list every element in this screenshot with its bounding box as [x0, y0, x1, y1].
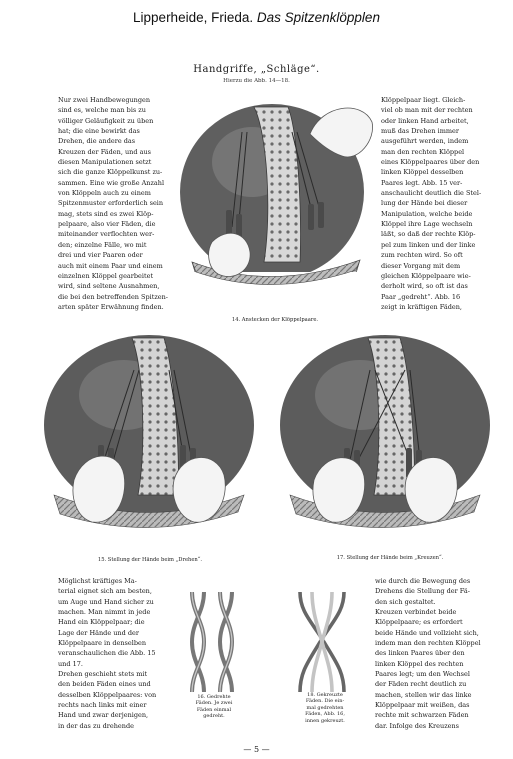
- text-column-right-top: [381, 95, 494, 312]
- text-line: Manipulation, welche beide: [381, 209, 473, 218]
- text-line: oder linken Hand arbeitet,: [381, 116, 469, 125]
- text-line: wie durch die Bewegung des: [375, 577, 471, 585]
- text-line: Klöppelpaare in denselben: [58, 639, 147, 648]
- text-line: Lage der Hände und der: [58, 628, 139, 637]
- text-line: der Fäden recht deutlich zu: [375, 680, 467, 689]
- text-line: Klöppelpaar mit weißen, das: [375, 701, 470, 710]
- text-line: muß das Drehen immer: [381, 127, 460, 136]
- text-line: man den rechten Klöppel: [381, 147, 465, 156]
- text-line: Klöppel ihre Lage wechseln: [381, 220, 473, 229]
- text-column-right-bottom: [375, 576, 495, 731]
- text-line: linken Klöppel des rechten: [375, 659, 464, 668]
- text-line: derholt wird, so oft ist das: [381, 282, 468, 291]
- section-subtitle: Hierzu die Abb. 14—18.: [223, 78, 290, 84]
- text-line: beide Hände und vollzieht sich,: [375, 628, 479, 637]
- page-header: [0, 10, 513, 25]
- text-line: Drehen, die andere das: [58, 137, 136, 146]
- text-line: desselben Klöppelpaares: von: [58, 690, 157, 699]
- text-line: drei und vier Paaren oder: [58, 251, 143, 260]
- text-line: linken Klöppel desselben: [381, 168, 464, 177]
- text-line: Paar „gedreht“. Abb. 16: [381, 292, 461, 301]
- text-line: eines Klöppelpaares über den: [381, 158, 480, 167]
- caption-fig17: 17. Stellung der Hände beim „Kreuzen“.: [336, 555, 444, 561]
- text-line: lung der Hände bei dieser: [381, 199, 468, 208]
- caption-line: gedreht.: [203, 713, 225, 720]
- text-line: einzelnen Klöppel gearbeitet: [58, 271, 154, 280]
- text-column-left-bottom: [58, 576, 170, 731]
- text-line: die bei den betreffenden Spitzen-: [58, 292, 169, 301]
- text-line: diesen Manipulationen setzt: [58, 158, 152, 167]
- caption-fig16: [182, 694, 246, 720]
- text-line: Drehens die Stellung der Fä-: [375, 587, 470, 596]
- page-number: — 5 —: [243, 745, 270, 754]
- text-line: des linken Paares über den: [375, 649, 465, 658]
- header-title: Das Spitzenklöpplen: [256, 10, 380, 25]
- text-line: Klöppelpaare; es erfordert: [375, 618, 463, 627]
- text-line: gleichen Klöppelpaare wie-: [381, 271, 471, 280]
- figure-14-illustration: [172, 92, 377, 320]
- figure-15: [34, 330, 264, 555]
- text-line: läßt, so daß der rechte Klöp-: [381, 230, 476, 239]
- caption-line: 16. Gedrehte: [197, 694, 231, 700]
- text-line: mag, stets sind es zwei Klöp-: [58, 209, 154, 218]
- text-line: indem man den rechten Klöppel: [375, 639, 481, 648]
- text-line: terial eignet sich am besten,: [58, 587, 152, 596]
- figure-16: [182, 592, 242, 692]
- text-column-left-top: [58, 95, 170, 312]
- text-line: Kreuzen verbindet beide: [375, 608, 457, 617]
- caption-line: Fäden, Abb. 16,: [305, 711, 345, 718]
- text-line: veranschaulichen die Abb. 15: [58, 649, 156, 658]
- text-line: machen. Man nimmt in jede: [58, 608, 151, 617]
- figure-18: [292, 592, 352, 692]
- text-line: rechts nach links mit einer: [58, 701, 147, 710]
- caption-line: mal gedrehten: [306, 704, 344, 711]
- figure-15-illustration: [34, 330, 264, 555]
- text-line: pelpaare, also vier Fäden, die: [58, 220, 156, 229]
- figure-17-illustration: [270, 330, 500, 555]
- figure-17: [270, 330, 500, 555]
- text-line: miteinander verflochten wer-: [58, 230, 155, 239]
- text-line: arten später Erwähnung finden.: [58, 302, 164, 311]
- text-line: in der das zu drehende: [58, 721, 134, 730]
- caption-fig14: 14. Anstecken der Klöppelpaare.: [231, 317, 319, 323]
- text-line: sind es, welche man bis zu: [58, 106, 146, 115]
- text-line: sammen. Eine wie große Anzahl: [58, 178, 165, 187]
- section-title: Handgriffe, „Schläge“.: [193, 64, 320, 75]
- caption-line: Fäden einmal: [196, 706, 232, 713]
- text-line: viel ob man mit der rechten: [381, 106, 473, 115]
- text-line: den sich gestaltet.: [375, 597, 436, 606]
- caption-fig18: [290, 692, 360, 724]
- text-line: Drehen geschieht stets mit: [58, 670, 148, 679]
- text-line: Klöppelpaar liegt. Gleich-: [381, 96, 466, 104]
- text-line: Paares legt; um den Wechsel: [375, 670, 470, 679]
- text-line: dieser Vorgang mit dem: [381, 261, 461, 270]
- text-line: den; einzelne Fälle, wo mit: [58, 240, 147, 249]
- text-line: sich die ganze Klöppelkunst zu-: [58, 168, 163, 177]
- caption-line: Fäden. Die ein-: [305, 698, 345, 705]
- figure-18-illustration: [292, 592, 352, 692]
- text-line: Möglichst kräftiges Ma-: [58, 577, 137, 585]
- text-line: dar. Infolge des Kreuzens: [375, 721, 459, 730]
- text-line: Hand ein Klöppelpaar; die: [58, 618, 145, 627]
- text-line: auch mit einem Paar und einem: [58, 261, 163, 270]
- text-line: hat; die eine bewirkt das: [58, 127, 140, 136]
- text-line: Paares legt. Abb. 15 ver-: [381, 178, 463, 187]
- text-line: um Auge und Hand sicher zu: [58, 597, 154, 606]
- figure-16-illustration: [182, 592, 242, 692]
- text-line: pel zum linken und der linke: [381, 240, 476, 249]
- figure-14: [172, 92, 377, 320]
- text-line: völliger Geläufigkeit zu üben: [58, 116, 154, 125]
- text-line: wird, sind seltene Ausnahmen,: [58, 282, 160, 291]
- text-line: und 17.: [58, 659, 83, 668]
- text-line: zeigt in kräftigen Fäden,: [381, 302, 463, 311]
- caption-fig15: 15. Stellung der Hände beim „Drehen“.: [97, 557, 203, 563]
- caption-line: innen gekreuzt.: [305, 717, 345, 724]
- text-line: anschaulicht deutlich die Stel-: [381, 189, 482, 198]
- text-line: von Klöppeln auch zu einem: [58, 189, 151, 198]
- text-line: Nur zwei Handbewegungen: [58, 96, 151, 104]
- text-line: Kreuzen der Fäden, und aus: [58, 147, 151, 156]
- text-line: Spitzenmuster erforderlich sein: [58, 199, 164, 208]
- text-line: ausgeführt werden, indem: [381, 137, 469, 146]
- text-line: rechte mit schwarzen Fäden: [375, 711, 469, 720]
- caption-line: 18. Gekreuzte: [307, 692, 343, 698]
- text-line: Hand und zwar derjenigen,: [58, 711, 149, 720]
- header-author: Lipperheide, Frieda.: [133, 10, 254, 25]
- caption-line: Fäden. Je zwei: [195, 700, 233, 707]
- text-line: zum rechten wird. So oft: [381, 251, 463, 260]
- text-line: machen, stellen wir das linke: [375, 690, 472, 699]
- text-line: den beiden Fäden eines und: [58, 680, 151, 689]
